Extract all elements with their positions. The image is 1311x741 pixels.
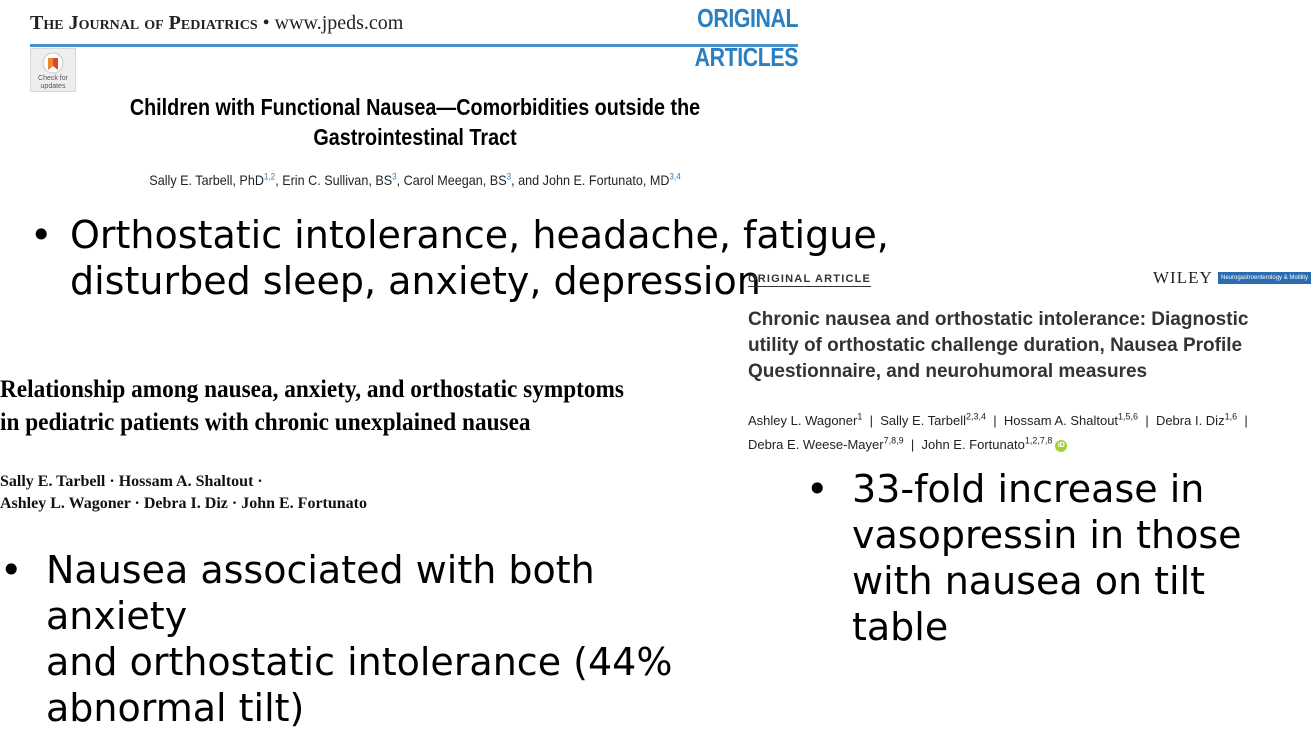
jpeds-section-label-2: ARTICLES xyxy=(694,42,798,72)
jpeds-author-list xyxy=(69,172,762,188)
wiley-title-line-3: Questionnaire, and neurohumoral measures xyxy=(748,361,1148,382)
author: Erin C. Sullivan, $BS^3$, xyxy=(282,171,404,188)
jpeds-title-line-2: Gastrointestinal Tract xyxy=(313,124,517,150)
springer-author-list xyxy=(0,471,740,515)
author-separator: | xyxy=(1145,413,1149,428)
bullet-text-line: abnormal tilt) xyxy=(46,686,305,730)
author: Carol Meegan, $BS^3$, and xyxy=(403,171,543,188)
springer-article-title xyxy=(0,373,688,439)
check-for-label: Check for xyxy=(38,75,68,82)
springer-authors-line-2: Ashley L. Wagoner · Debra I. Diz · John E. Fortunato xyxy=(0,495,367,512)
jpeds-journal-line xyxy=(30,12,403,35)
wiley-logo: WILEY xyxy=(1153,268,1213,287)
jpeds-section-label-1: ORIGINAL xyxy=(697,3,798,33)
author: Sally E. Tarbell, PhD$^{1,2}$, xyxy=(149,171,283,188)
bullet-text-line: vasopressin in those xyxy=(852,513,1242,557)
springer-title-line-1: Relationship among nausea, anxiety, and orthostatic symptoms xyxy=(0,376,624,403)
wiley-article-title xyxy=(748,307,1308,385)
author: Ashley L. Wagoner xyxy=(748,413,858,428)
check-for-updates-badge[interactable] xyxy=(30,48,76,92)
bullet-anxiety-orthostatic xyxy=(0,547,740,731)
bullet-text-line: Orthostatic intolerance, headache, fatigue, xyxy=(70,213,889,257)
wiley-title-line-1: Chronic nausea and orthostatic intolerance: Diagnostic xyxy=(748,309,1249,330)
wiley-author-list xyxy=(748,409,1311,457)
author: Debra I. Diz xyxy=(1155,413,1225,428)
bullet-text-line: and orthostatic intolerance (44% xyxy=(46,640,673,684)
bullet-text-line: table xyxy=(852,605,949,649)
bullet-text-line: with nausea on tilt xyxy=(852,559,1206,603)
jpeds-header-rule xyxy=(30,44,798,47)
bullet-dot: • xyxy=(30,213,53,257)
author: Sally E. Tarbell xyxy=(880,413,966,428)
author-separator: | xyxy=(910,437,915,452)
check-for-updates-label xyxy=(31,75,75,91)
wiley-authors-line-2: Debra E. Weese-Mayer$^{7,8,9}$ | John E. Fortunato$^{1,2,7,8}$ iD xyxy=(748,433,1311,457)
bullet-vasopressin xyxy=(806,466,1266,650)
jpeds-url: www.jpeds.com xyxy=(274,12,404,34)
orcid-icon[interactable]: iD xyxy=(1055,440,1067,452)
jpeds-separator: • xyxy=(262,12,270,34)
author: John E. Fortunato xyxy=(921,437,1025,452)
jpeds-article-title xyxy=(84,92,746,152)
jpeds-journal-name: The Journal of Pediatrics xyxy=(30,12,258,34)
wiley-section-label: ORIGINAL ARTICLE xyxy=(748,273,872,285)
bullet-text-line: 33-fold increase in xyxy=(852,467,1205,511)
wiley-title-line-2: utility of orthostatic challenge duration, Nausea Profile xyxy=(748,335,1243,356)
author: John E. Fortunato, MD$^{3,4}$ xyxy=(542,171,681,188)
crossmark-icon xyxy=(42,52,64,74)
bullet-text-line: disturbed sleep, anxiety, depression xyxy=(70,259,761,303)
bullet-dot: • xyxy=(806,467,829,511)
springer-title-line-2: in pediatric patients with chronic unexplained nausea xyxy=(0,409,531,436)
springer-authors-line-1: Sally E. Tarbell · Hossam A. Shaltout · xyxy=(0,473,263,490)
bullet-comorbidities xyxy=(30,212,900,304)
author-separator: | xyxy=(993,413,997,428)
author: Hossam A. Shaltout xyxy=(1003,413,1119,428)
bullet-text-line: Nausea associated with both anxiety xyxy=(46,548,595,638)
author-separator: | xyxy=(869,413,873,428)
jpeds-title-line-1: Children with Functional Nausea—Comorbidities outside the xyxy=(129,94,701,120)
wiley-journal-badge: Neurogastroenterology & Motility xyxy=(1218,272,1311,284)
jpeds-header xyxy=(30,6,800,42)
wiley-authors-line-1: Ashley L. Wagoner$^1$ | Sally E. Tarbell$^{2,3,4}$ | Hossam A. Shaltout$^{1,5,6}$ | Debra I. Diz$^{1,6}$ | xyxy=(748,411,1248,428)
bullet-dot: • xyxy=(0,548,23,592)
author: Debra E. Weese-Mayer xyxy=(748,437,884,452)
author-separator: | xyxy=(1244,413,1248,428)
updates-label: updates xyxy=(40,83,66,90)
